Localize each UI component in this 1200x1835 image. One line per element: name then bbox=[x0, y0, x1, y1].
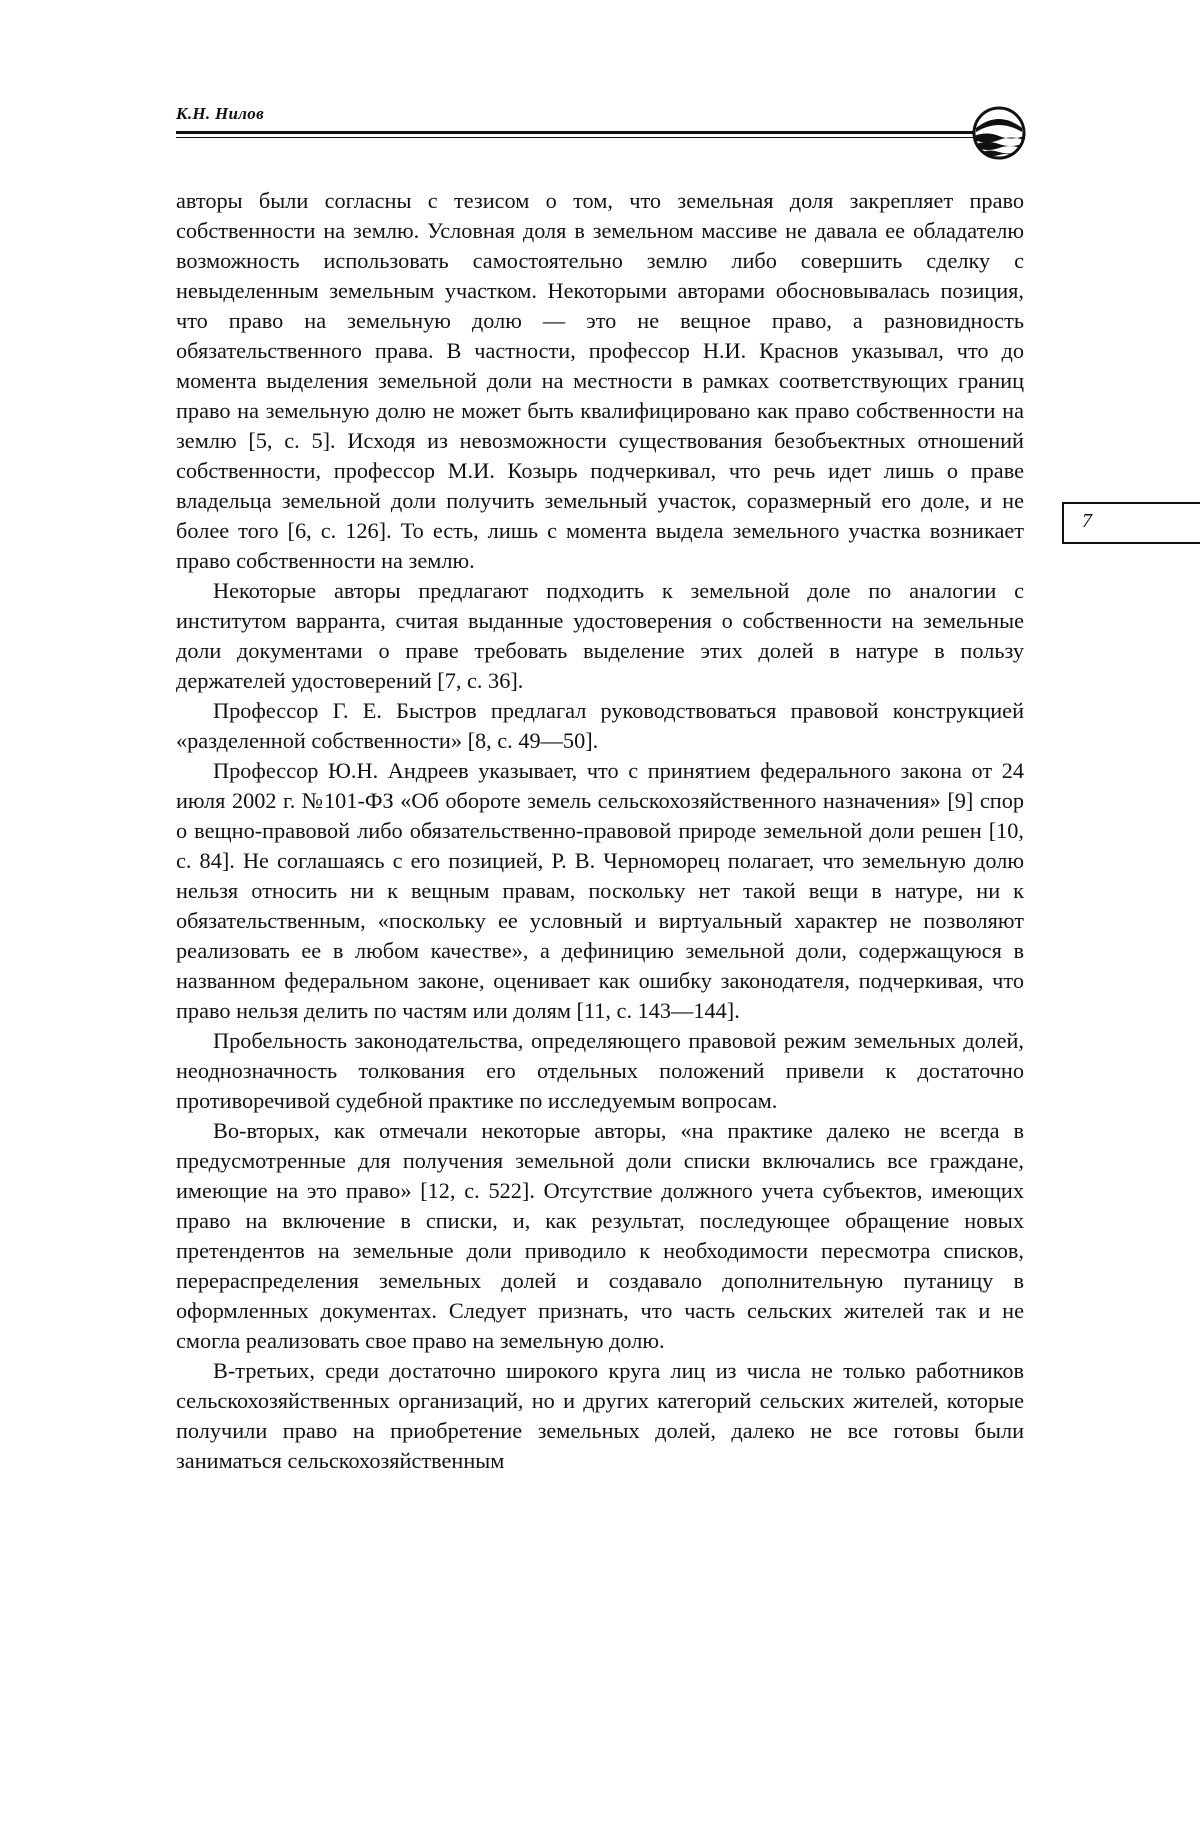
page-number: 7 bbox=[1082, 510, 1092, 532]
paragraph: Пробельность законодательства, определяющего правовой режим земельных долей, неоднозначность толкования его отдельных положений привели к достаточно противоречивой судебной практике по исследуемым вопросам. bbox=[176, 1028, 1024, 1113]
paragraph: Профессор Ю.Н. Андреев указывает, что с принятием федерального закона от 24 июля 2002 г. №101-ФЗ «Об обороте земель сельскохозяйственного назначения» [9] спор о вещно-правовой либо обязательственно-правовой природе земельной доли решен [10, с. 84]. Не соглашаясь с его позицией, Р. В. Черноморец полагает, что земельную долю нельзя относить ни к вещным правам, поскольку нет такой вещи в натуре, ни к обязательственным, «поскольку ее условный и виртуальный характер не позволяют реализовать ее в любом качестве», а дефиницию земельной доли, содержащуюся в названном федеральном законе, оценивает как ошибку законодателя, подчеркивая, что право нельзя делить по частям или долям [11, с. 143—144]. bbox=[176, 758, 1024, 1023]
paragraph: В-третьих, среди достаточно широкого круга лиц из числа не только работников сельскохозяйственных организаций, но и других категорий сельских жителей, которые получили право на приобретение земельных долей, далеко не все готовы были заниматься сельскохозяйственным bbox=[176, 1358, 1024, 1473]
publisher-logo-icon bbox=[970, 104, 1028, 162]
page-number-tab bbox=[1062, 502, 1200, 544]
paragraph: Профессор Г. Е. Быстров предлагал руководствоваться правовой конструкцией «разделенной собственности» [8, с. 49—50]. bbox=[176, 698, 1024, 753]
body-text bbox=[176, 186, 1024, 1476]
paragraph: Во-вторых, как отмечали некоторые авторы, «на практике далеко не всегда в предусмотренные для получения земельной доли списки включались все граждане, имеющие на это право» [12, с. 522]. Отсутствие должного учета субъектов, имеющих право на включение в списки, и, как результат, последующее обращение новых претендентов на земельные доли приводило к необходимости пересмотра списков, перераспределения земельных долей и создавало дополнительную путаницу в оформленных документах. Следует признать, что часть сельских жителей так и не смогла реализовать свое право на земельную долю. bbox=[176, 1118, 1024, 1353]
header-rule-thick bbox=[176, 131, 976, 134]
paragraph: авторы были согласны с тезисом о том, что земельная доля закрепляет право собственности на землю. Условная доля в земельном массиве не давала ее обладателю возможность использовать самостоятельно землю либо совершить сделку с невыделенным земельным участком. Некоторыми авторами обосновывалась позиция, что право на земельную долю — это не вещное право, а разновидность обязательственного права. В частности, профессор Н.И. Краснов указывал, что до момента выделения земельной доли на местности в рамках соответствующих границ право на земельную долю не может быть квалифицировано как право собственности на землю [5, с. 5]. Исходя из невозможности существования безобъектных отношений собственности, профессор М.И. Козырь подчеркивал, что речь идет лишь о праве владельца земельной доли получить земельный участок, соразмерный его доле, и не более того [6, с. 126]. То есть, лишь с момента выдела земельного участка возникает право собственности на землю. bbox=[176, 188, 1024, 573]
paragraph: Некоторые авторы предлагают подходить к земельной доле по аналогии с институтом варранта, считая выданные удостоверения о собственности на земельные доли документами о праве требовать выделение этих долей в натуре в пользу держателей удостоверений [7, с. 36]. bbox=[176, 578, 1024, 693]
running-header-author: К.Н. Нилов bbox=[176, 104, 264, 123]
running-header bbox=[176, 104, 1026, 144]
header-rule-thin bbox=[176, 137, 976, 138]
